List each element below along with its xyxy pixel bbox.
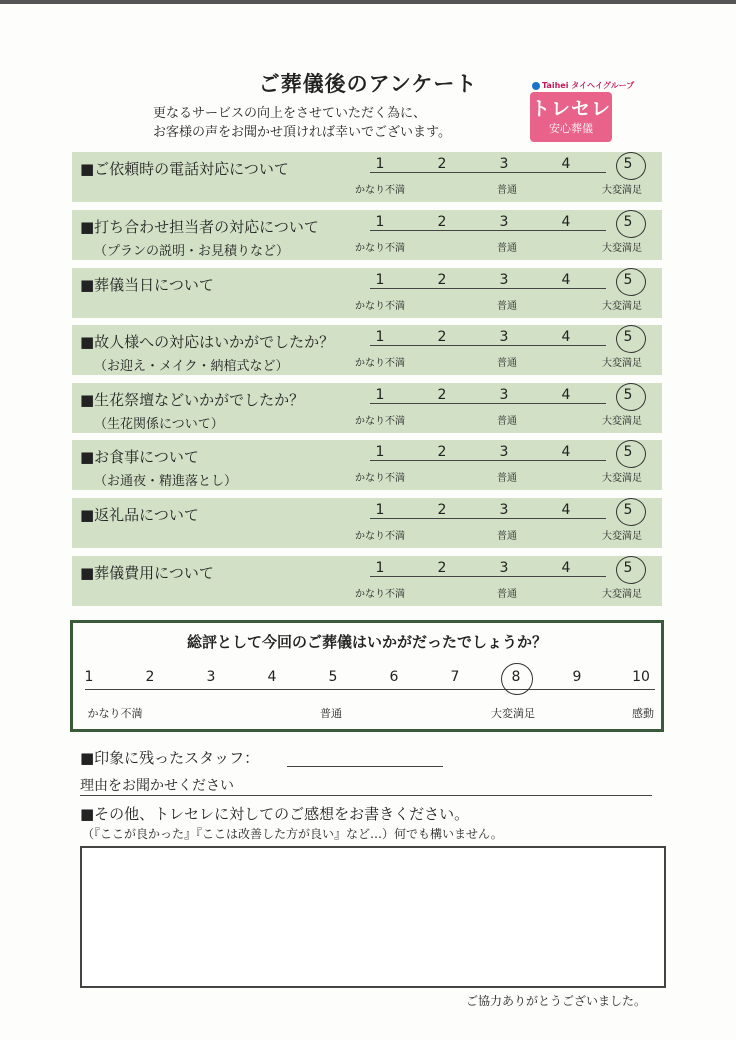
other-comments-hint: （『ここが良かった』『ここは改善した方が良い』など…）何でも構いません。: [82, 827, 503, 841]
scale-high-label: 大変満足: [602, 185, 642, 196]
rating-option[interactable]: 5: [623, 387, 633, 403]
rating-option[interactable]: 1: [375, 214, 385, 230]
question-label: ■葬儀当日について: [80, 276, 214, 294]
rating-option[interactable]: 5: [623, 214, 633, 230]
rating-option[interactable]: 5: [623, 329, 633, 345]
rating-option[interactable]: 5: [623, 560, 633, 576]
question-sub: （生花関係について）: [94, 417, 224, 432]
rating-option[interactable]: 3: [499, 560, 509, 576]
scale-line: [370, 403, 606, 404]
overall-option[interactable]: 7: [450, 669, 460, 685]
logo-main: トレセレ: [530, 98, 611, 120]
group-brand: [532, 80, 634, 91]
question-label: ■生花祭壇などいかがでしたか？: [80, 391, 305, 409]
question-row: [72, 268, 662, 318]
taihei-logo-icon: [532, 82, 540, 90]
question-row: [72, 498, 662, 548]
thanks-message: ご協力ありがとうございました。: [466, 994, 647, 1008]
rating-option[interactable]: 4: [561, 444, 571, 460]
scale-mid-label: 普通: [497, 301, 517, 312]
scale-high-label: 大変満足: [602, 589, 642, 600]
rating-option[interactable]: 2: [437, 272, 447, 288]
rating-option[interactable]: 5: [623, 272, 633, 288]
selected-circle-icon: [616, 383, 646, 411]
scale-low-label: かなり不満: [355, 358, 405, 369]
rating-option[interactable]: 5: [623, 444, 633, 460]
rating-scale: [352, 498, 662, 548]
scale-line: [370, 288, 606, 289]
scale-low-label: かなり不満: [355, 243, 405, 254]
overall-option[interactable]: 3: [206, 669, 216, 685]
rating-option[interactable]: 4: [561, 214, 571, 230]
selected-circle-icon: [616, 152, 646, 180]
rating-option[interactable]: 2: [437, 156, 447, 172]
question-sub: （お通夜・精進落とし）: [94, 474, 238, 489]
question-row: [72, 556, 662, 606]
comment-box[interactable]: [80, 846, 666, 988]
selected-circle-icon: [616, 498, 646, 526]
selected-circle-icon: [616, 210, 646, 238]
rating-option[interactable]: 3: [499, 387, 509, 403]
question-row: [72, 383, 662, 433]
scale-low-label: かなり不満: [355, 301, 405, 312]
rating-option[interactable]: 4: [561, 156, 571, 172]
staff-label: ■印象に残ったスタッフ：: [80, 749, 260, 767]
overall-option[interactable]: 6: [389, 669, 399, 685]
overall-mid-label: 普通: [320, 707, 342, 720]
scale-mid-label: 普通: [497, 416, 517, 427]
scale-mid-label: 普通: [497, 185, 517, 196]
rating-option[interactable]: 3: [499, 444, 509, 460]
rating-option[interactable]: 1: [375, 560, 385, 576]
scale-line: [370, 460, 606, 461]
rating-scale: [352, 210, 662, 260]
overall-rating: [70, 620, 664, 732]
logo-sub: 安心葬儀: [549, 122, 593, 135]
question-sub: （お迎え・メイク・納棺式など）: [94, 359, 289, 374]
rating-scale: [352, 268, 662, 318]
rating-scale: [352, 383, 662, 433]
scale-mid-label: 普通: [497, 589, 517, 600]
rating-scale: [352, 556, 662, 606]
scale-line: [370, 576, 606, 577]
overall-option[interactable]: 9: [572, 669, 582, 685]
scale-high-label: 大変満足: [602, 301, 642, 312]
question-label: ■故人様への対応はいかがでしたか？: [80, 333, 335, 351]
rating-option[interactable]: 3: [499, 272, 509, 288]
toresere-logo: [530, 92, 612, 142]
question-row: [72, 325, 662, 375]
scale-low-label: かなり不満: [355, 185, 405, 196]
overall-option[interactable]: 1: [84, 669, 94, 685]
scale-line: [370, 172, 606, 173]
overall-top-label: 感動: [632, 707, 654, 720]
rating-scale: [352, 325, 662, 375]
staff-input[interactable]: [287, 766, 443, 767]
survey-intro: [153, 104, 451, 142]
rating-option[interactable]: 4: [561, 272, 571, 288]
top-edge: [0, 0, 736, 4]
group-brand-text: Taihei タイヘイグループ: [542, 81, 635, 90]
overall-option[interactable]: 10: [632, 669, 650, 685]
scale-low-label: かなり不満: [355, 473, 405, 484]
rating-option[interactable]: 5: [623, 156, 633, 172]
question-label: ■葬儀費用について: [80, 564, 214, 582]
rating-option[interactable]: 2: [437, 387, 447, 403]
rating-option[interactable]: 4: [561, 387, 571, 403]
rating-option[interactable]: 3: [499, 502, 509, 518]
scale-mid-label: 普通: [497, 358, 517, 369]
question-sub: （プランの説明・お見積りなど）: [94, 244, 290, 259]
rating-option[interactable]: 3: [499, 214, 509, 230]
overall-option[interactable]: 4: [267, 669, 277, 685]
scale-high-label: 大変満足: [602, 243, 642, 254]
overall-option[interactable]: 5: [328, 669, 338, 685]
question-label: ■お食事について: [80, 448, 199, 466]
scale-mid-label: 普通: [497, 531, 517, 542]
question-label: ■返礼品について: [80, 506, 199, 524]
survey-title: ご葬儀後のアンケート: [258, 72, 478, 96]
rating-option[interactable]: 1: [375, 444, 385, 460]
question-label: ■ご依頼時の電話対応について: [80, 160, 289, 178]
scale-low-label: かなり不満: [355, 589, 405, 600]
selected-circle-icon: [616, 268, 646, 296]
rating-scale: [352, 152, 662, 202]
overall-low-label: かなり不満: [87, 707, 143, 720]
selected-circle-icon: [616, 440, 646, 468]
scale-low-label: かなり不満: [355, 416, 405, 427]
question-row: [72, 210, 662, 260]
scale-mid-label: 普通: [497, 243, 517, 254]
rating-option[interactable]: 2: [437, 502, 447, 518]
question-row: [72, 152, 662, 202]
intro-line-1: 更なるサービスの向上をさせていただく為に、: [153, 106, 427, 121]
rating-option[interactable]: 1: [375, 156, 385, 172]
question-label: ■打ち合わせ担当者の対応について: [80, 218, 319, 236]
intro-line-2: お客様の声をお聞かせ頂ければ幸いでございます。: [153, 125, 451, 140]
rating-option[interactable]: 1: [375, 387, 385, 403]
scale-line: [370, 518, 606, 519]
rating-option[interactable]: 1: [375, 502, 385, 518]
rating-option[interactable]: 2: [437, 444, 447, 460]
scale-line: [370, 345, 606, 346]
rating-option[interactable]: 5: [623, 502, 633, 518]
selected-circle-icon: [501, 663, 533, 695]
rating-option[interactable]: 4: [561, 329, 571, 345]
overall-question: 総評として今回のご葬儀はいかがだったでしょうか？: [186, 633, 547, 651]
scale-high-label: 大変満足: [602, 358, 642, 369]
scale-low-label: かなり不満: [355, 531, 405, 542]
overall-option[interactable]: 8: [511, 669, 521, 685]
rating-option[interactable]: 1: [375, 272, 385, 288]
scale-high-label: 大変満足: [602, 531, 642, 542]
overall-scale-line: [85, 689, 655, 690]
rating-option[interactable]: 4: [561, 560, 571, 576]
scale-high-label: 大変満足: [602, 473, 642, 484]
rating-option[interactable]: 3: [499, 156, 509, 172]
other-comments-label: ■その他、トレセレに対してのご感想をお書きください。: [80, 805, 470, 823]
overall-option[interactable]: 2: [145, 669, 155, 685]
rating-option[interactable]: 2: [437, 214, 447, 230]
scale-line: [370, 230, 606, 231]
rating-option[interactable]: 2: [437, 329, 447, 345]
rating-scale: [352, 440, 662, 490]
selected-circle-icon: [616, 325, 646, 353]
scale-high-label: 大変満足: [602, 416, 642, 427]
rating-option[interactable]: 3: [499, 329, 509, 345]
reason-label: 理由をお聞かせください: [80, 778, 234, 794]
reason-input[interactable]: [80, 795, 652, 796]
question-row: [72, 440, 662, 490]
rating-option[interactable]: 2: [437, 560, 447, 576]
selected-circle-icon: [616, 556, 646, 584]
scale-mid-label: 普通: [497, 473, 517, 484]
overall-high-label: 大変満足: [491, 707, 535, 720]
rating-option[interactable]: 4: [561, 502, 571, 518]
rating-option[interactable]: 1: [375, 329, 385, 345]
